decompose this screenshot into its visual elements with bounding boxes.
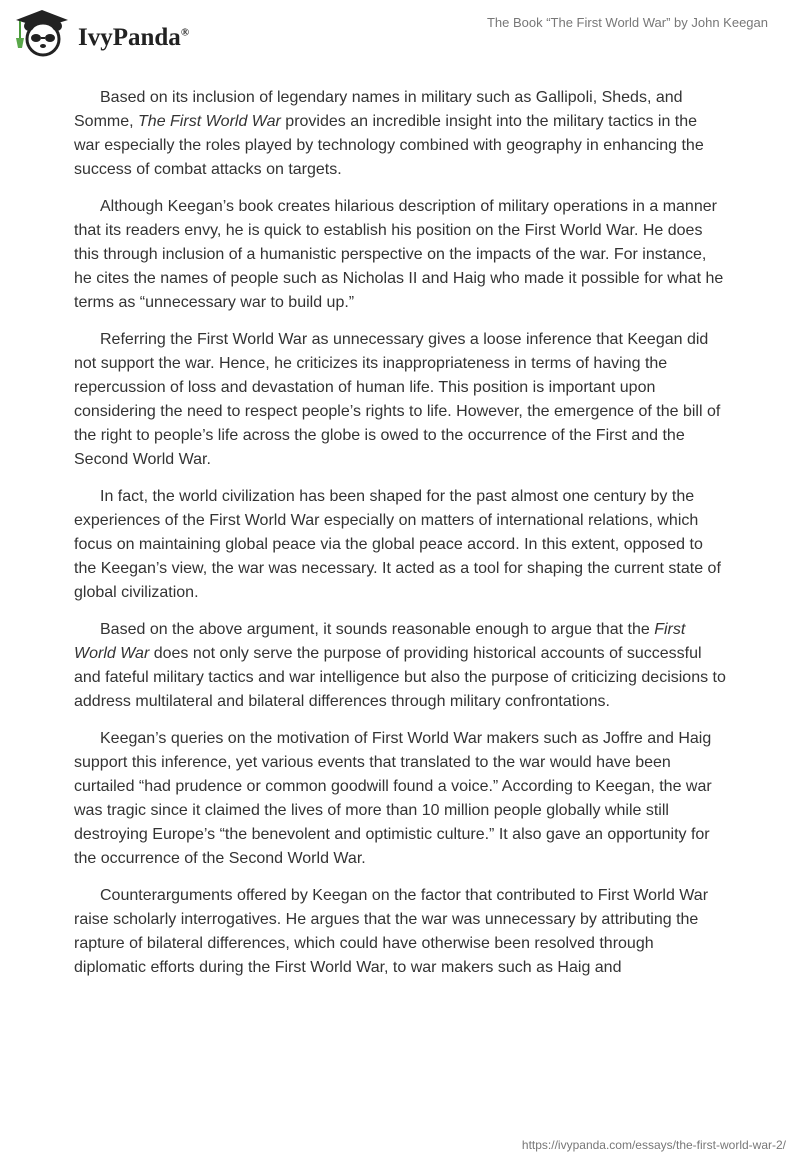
paragraph [74, 328, 726, 472]
italic-title: The First World War [138, 113, 281, 130]
text-segment: Based on its inclusion of legendary names in military such as Gallipoli, Sheds, and Somme, [74, 89, 683, 130]
text-segment: does not only serve the purpose of providing historical accounts of successful and fateful military tactics and war intelligence but also the purpose of criticizing decisions to address multilateral and bilateral differences through military confrontations. [74, 645, 726, 710]
panda-graduate-icon [12, 8, 74, 58]
brand-name: IvyPanda® [78, 24, 190, 51]
italic-title: First World War [74, 621, 686, 662]
text-segment: Although Keegan’s book creates hilarious description of military operations in a manner that its readers envy, he is quick to establish his position on the First World War. He does this through inclusion of a humanistic perspective on the impacts of the war. For instance, he cites the names of people such as Nicholas II and Haig who made it possible for what he terms as “unnecessary war to build up.” [74, 198, 724, 311]
paragraph [74, 485, 726, 605]
paragraph [74, 195, 726, 315]
ivypanda-logo[interactable] [12, 8, 189, 58]
text-segment: Based on the above argument, it sounds reasonable enough to argue that the [100, 621, 655, 638]
paragraph [74, 884, 726, 980]
source-url[interactable]: https://ivypanda.com/essays/the-first-world-war-2/ [521, 1138, 786, 1152]
paragraph [74, 86, 726, 182]
essay-body [74, 86, 726, 993]
text-segment: Counterarguments offered by Keegan on the factor that contributed to First World War raise scholarly interrogatives. He argues that the war was unnecessary by attributing the rapture of bilateral differences, which could have otherwise been resolved through diplomatic efforts during the First World War, to war makers such as Haig and [74, 887, 709, 976]
document-title: The Book “The First World War” by John Keegan [486, 15, 768, 30]
paragraph [74, 618, 726, 714]
text-segment: provides an incredible insight into the military tactics in the war especially the roles played by technology combined with geography in enhancing the success of combat attacks on targets. [74, 113, 704, 178]
text-segment: Referring the First World War as unnecessary gives a loose inference that Keegan did not support the war. Hence, he criticizes its inappropriateness in terms of having the repercussion of loss and devastation of human life. This position is important upon considering the need to respect people’s rights to life. However, the emergence of the bill of the right to people’s life across the globe is owed to the occurrence of the First and the Second World War. [74, 331, 721, 468]
paragraph [74, 727, 726, 871]
text-segment: In fact, the world civilization has been shaped for the past almost one century by the experiences of the First World War especially on matters of international relations, which focus on maintaining global peace via the global peace accord. In this extent, opposed to the Keegan’s view, the war was necessary. It acted as a tool for shaping the current state of global civilization. [74, 488, 721, 601]
text-segment: Keegan’s queries on the motivation of First World War makers such as Joffre and Haig support this inference, yet various events that translated to the war would have been curtailed “had prudence or common goodwill found a voice.” According to Keegan, the war was tragic since it claimed the lives of more than 10 million people globally while still destroying Europe’s “the benevolent and optimistic culture.” It also gave an opportunity for the occurrence of the Second World War. [74, 730, 712, 867]
